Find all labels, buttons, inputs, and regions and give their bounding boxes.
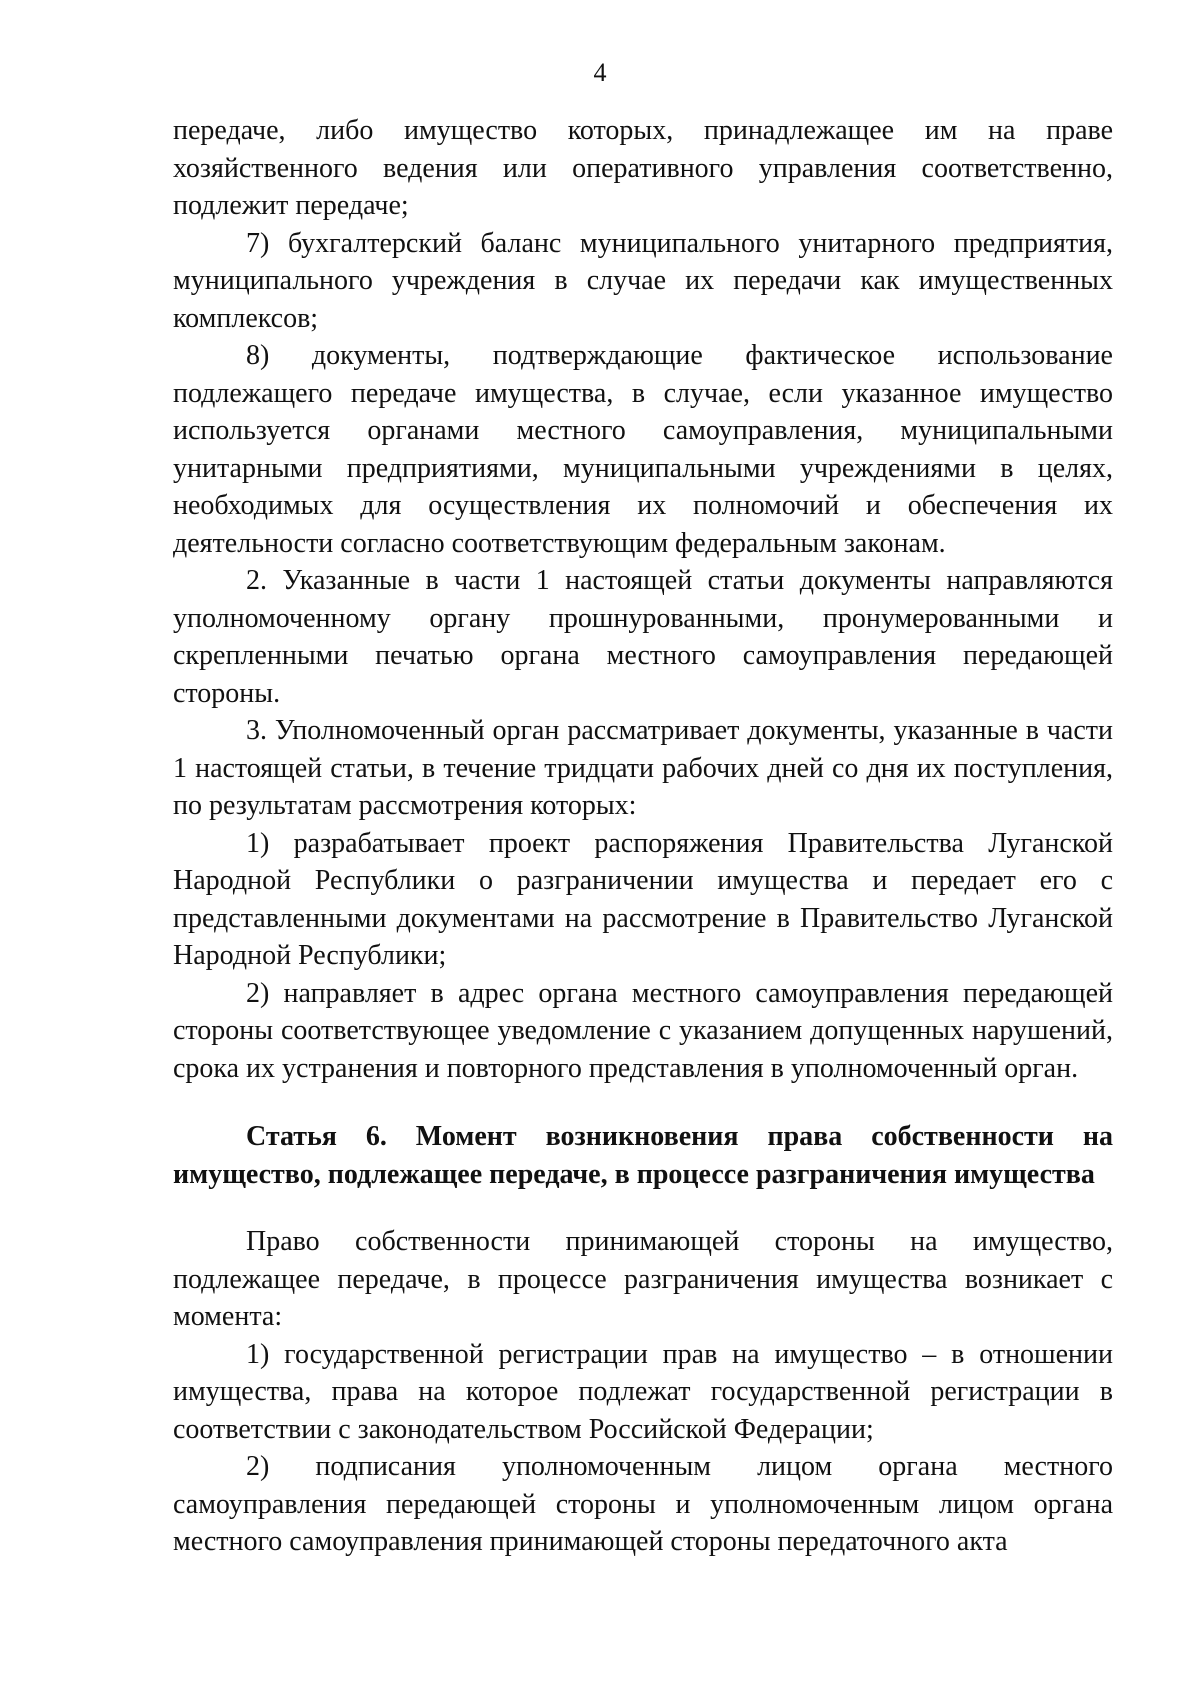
article-6-item-1: 1) государственной регистрации прав на имущество – в отношении имущества, права на которое подлежат государственной регистрации в соответствии с законодательством Российской Федерации;: [173, 1338, 1113, 1445]
list-item-2-notification: 2) направляет в адрес органа местного самоуправления передающей стороны соответствующее уведомление с указанием допущенных нарушений, срока их устранения и повторного представления в уполномоченный орган.: [173, 977, 1113, 1084]
document-body: [173, 112, 1113, 1561]
list-item-8-documents: 8) документы, подтверждающие фактическое использование подлежащего передаче имущества, в случае, если указанное имущество используется органами местного самоуправления, муниципальными унитарными предприятиями, муниципальными учреждениями в целях, необходимых для осуществления их полномочий и обеспечения их деятельности согласно соответствующим федеральным законам.: [173, 340, 1113, 559]
article-6-item-2: 2) подписания уполномоченным лицом органа местного самоуправления передающей стороны и уполномоченным лицом органа местного самоуправления принимающей стороны передаточного акта: [173, 1451, 1113, 1557]
list-item-1-draft-order: 1) разрабатывает проект распоряжения Правительства Луганской Народной Республики о разграничении имущества и передает его с представленными документами на рассмотрение в Правительство Луганской Народной Республики;: [173, 827, 1113, 971]
article-6-body: [173, 1223, 1113, 1561]
paragraph-part-3: 3. Уполномоченный орган рассматривает документы, указанные в части 1 настоящей статьи, в течение тридцати рабочих дней со дня их поступления, по результатам рассмотрения которых:: [173, 715, 1113, 821]
paragraph-continuation: передаче, либо имущество которых, принадлежащее им на праве хозяйственного ведения или оперативного управления соответственно, подлежит передаче;: [173, 115, 1113, 221]
article-6-title: Статья 6. Момент возникновения права собственности на имущество, подлежащее передаче, в процессе разграничения имущества: [173, 1121, 1113, 1190]
page-number: 4: [593, 58, 607, 87]
article-6-intro: Право собственности принимающей стороны на имущество, подлежащее передаче, в процессе разграничения имущества возникает с момента:: [173, 1226, 1113, 1332]
list-item-7-balance: 7) бухгалтерский баланс муниципального унитарного предприятия, муниципального учреждения в случае их передачи как имущественных комплексов;: [173, 227, 1113, 334]
paragraph-part-2: 2. Указанные в части 1 настоящей статьи документы направляются уполномоченному органу прошнурованными, пронумерованными и скрепленными печатью органа местного самоуправления передающей стороны.: [173, 565, 1113, 709]
